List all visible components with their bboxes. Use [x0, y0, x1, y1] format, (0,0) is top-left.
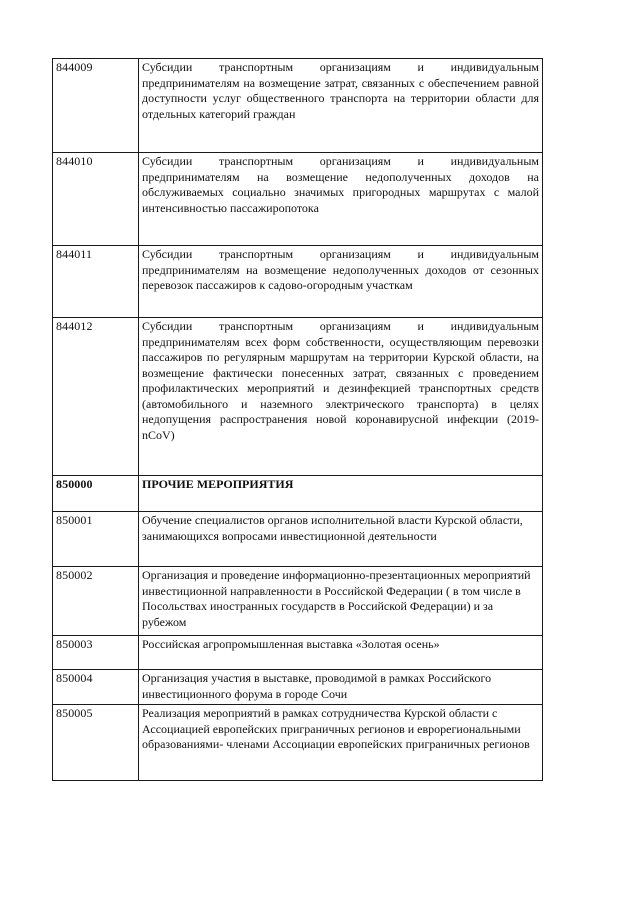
table-row — [53, 318, 543, 476]
row-description: Субсидии транспортным организациям и индивидуальным предпринимателям всех форм собственности, осуществляющим перевозки пассажиров по регулярным маршрутам на территории Курской области, на возмещение фактически понесенных затрат, связанных с проведением профилактических мероприятий и дезинфекцией транспортных средств (автомобильного и наземного электрического транспорта) в целях недопущения распространения новой коронавирусной инфекции (2019-nCoV) — [139, 318, 543, 476]
row-code: 850000 — [53, 476, 139, 512]
table-body — [53, 59, 543, 781]
section-title: ПРОЧИЕ МЕРОПРИЯТИЯ — [139, 476, 543, 512]
row-description: Обучение специалистов органов исполнительной власти Курской области, занимающихся вопросами инвестиционной деятельности — [139, 512, 543, 567]
row-description: Организация и проведение информационно-презентационных мероприятий инвестиционной направленности в Российской Федерации ( в том числе в Посольствах иностранных государств в Российской Федерации) и за рубежом — [139, 567, 543, 636]
row-description: Субсидии транспортным организациям и индивидуальным предпринимателям на возмещение недополученных доходов от сезонных перевозок пассажиров к садово-огородным участкам — [139, 246, 543, 318]
table-row — [53, 636, 543, 670]
budget-classification-table — [52, 58, 543, 781]
table-row — [53, 705, 543, 781]
row-code: 844012 — [53, 318, 139, 476]
row-code: 850003 — [53, 636, 139, 670]
row-description: Российская агропромышленная выставка «Золотая осень» — [139, 636, 543, 670]
row-description: Субсидии транспортным организациям и индивидуальным предпринимателям на возмещение затрат, связанных с обеспечением равной доступности услуг общественного транспорта на территории области для отдельных категорий граждан — [139, 59, 543, 153]
row-description: Субсидии транспортным организациям и индивидуальным предпринимателям на возмещение недополученных доходов на обслуживаемых социально значимых пригородных маршрутах с малой интенсивностью пассажиропотока — [139, 153, 543, 246]
row-code: 844010 — [53, 153, 139, 246]
table-row — [53, 59, 543, 153]
row-code: 844009 — [53, 59, 139, 153]
row-code: 850002 — [53, 567, 139, 636]
row-code: 850001 — [53, 512, 139, 567]
table-row — [53, 670, 543, 705]
row-code: 850004 — [53, 670, 139, 705]
table-row-section-header — [53, 476, 543, 512]
table-row — [53, 567, 543, 636]
row-description: Реализация мероприятий в рамках сотрудничества Курской области с Ассоциацией европейских приграничных регионов и еврорегиональными образованиями- членами Ассоциации европейских приграничных регионов — [139, 705, 543, 781]
table-row — [53, 153, 543, 246]
row-code: 844011 — [53, 246, 139, 318]
row-description: Организация участия в выставке, проводимой в рамках Российского инвестиционного форума в городе Сочи — [139, 670, 543, 705]
table-row — [53, 246, 543, 318]
row-code: 850005 — [53, 705, 139, 781]
table-row — [53, 512, 543, 567]
